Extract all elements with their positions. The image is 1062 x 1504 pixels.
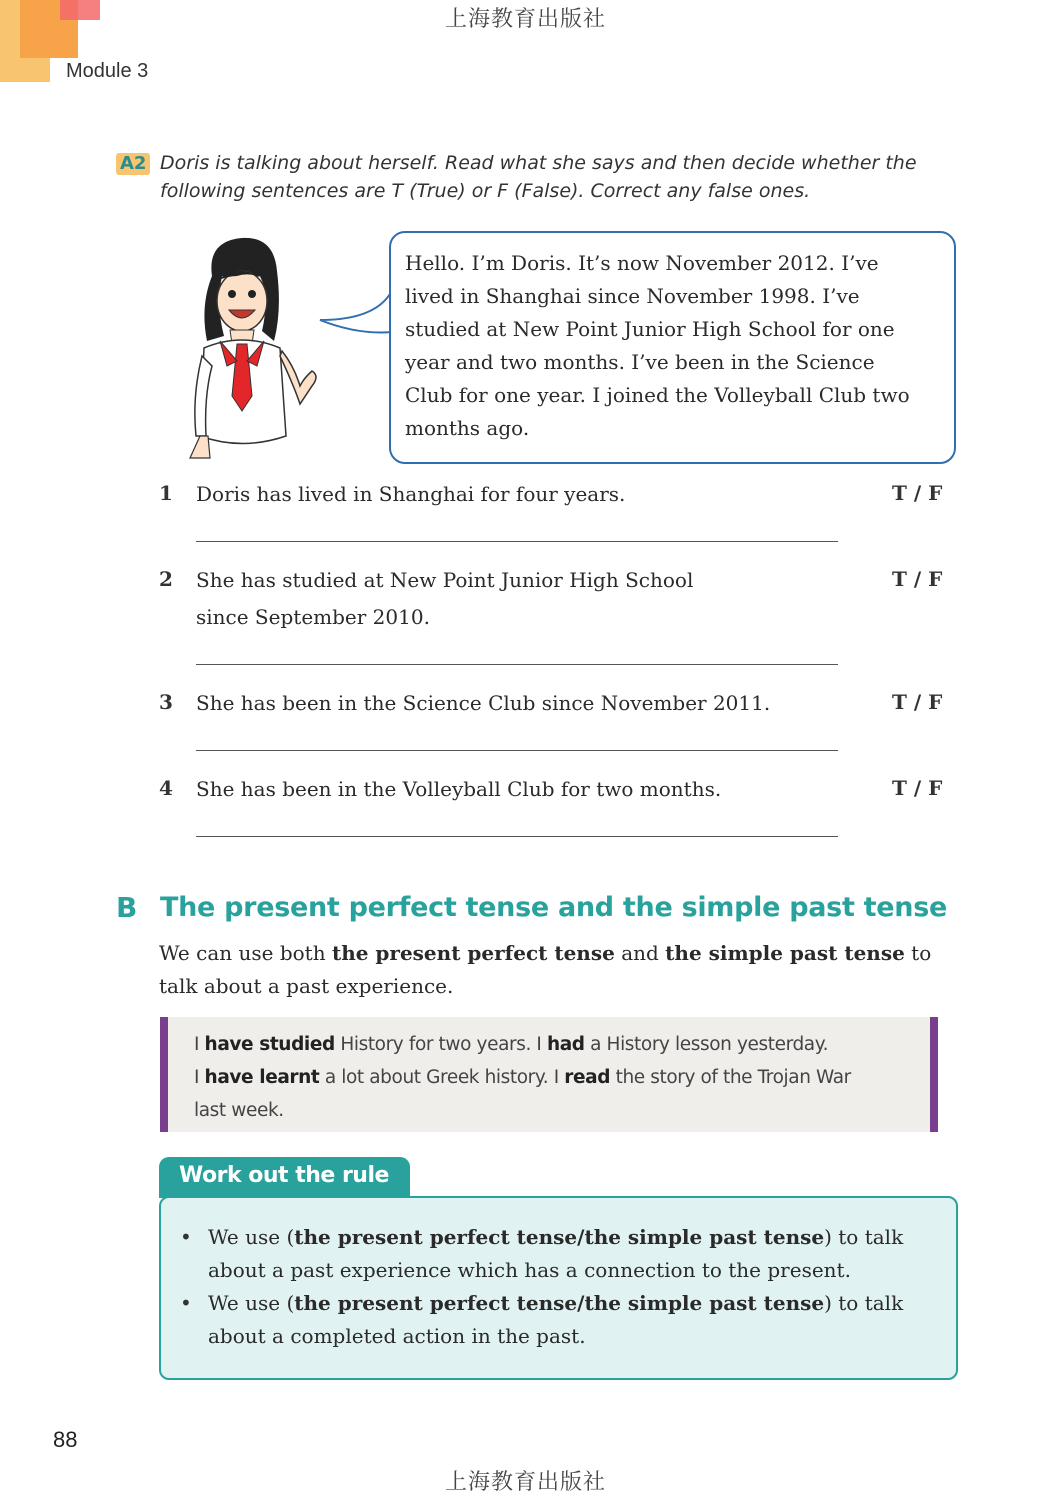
speech-bubble-tail <box>318 290 394 340</box>
rule-options[interactable]: the present perfect tense/the simple past tense <box>294 1225 825 1249</box>
intro-bold-term: the simple past tense <box>665 941 905 965</box>
section-letter: B <box>116 891 138 924</box>
intro-text: We can use both <box>159 941 332 965</box>
rule-statement <box>208 1287 903 1353</box>
true-false-choice[interactable]: T / F <box>892 776 943 800</box>
question-text: She has been in the Volleyball Club for two months. <box>196 777 722 801</box>
question-text: Doris has lived in Shanghai for four years. <box>196 482 626 506</box>
rule-text: We use ( <box>208 1291 295 1315</box>
question-text-continued: since September 2010. <box>196 605 430 629</box>
speech-line: lived in Shanghai since November 1998. I’ve <box>405 284 860 308</box>
rule-line <box>208 1287 903 1320</box>
example-verb: have studied <box>204 1034 335 1055</box>
rule-text: ) to talk <box>824 1291 904 1315</box>
true-false-choice[interactable]: T / F <box>892 567 943 591</box>
bullet-dot: • <box>180 1291 192 1315</box>
rule-text: ) to talk <box>824 1225 904 1249</box>
question-text: She has been in the Science Club since November 2011. <box>196 691 771 715</box>
answer-line[interactable] <box>196 750 838 751</box>
true-false-choice[interactable]: T / F <box>892 690 943 714</box>
example-text: History for two years. I <box>334 1034 547 1055</box>
doris-illustration <box>182 236 322 460</box>
corner-decoration-red <box>60 0 100 20</box>
speech-line: studied at New Point Junior High School for one <box>405 317 895 341</box>
answer-line[interactable] <box>196 836 838 837</box>
example-box <box>160 1017 938 1132</box>
instruction-line-2: following sentences are T (True) or F (False). Correct any false ones. <box>160 180 811 202</box>
rule-statement <box>208 1221 903 1287</box>
speech-line: Club for one year. I joined the Volleyball Club two <box>405 383 910 407</box>
example-text: the story of the Trojan War <box>610 1067 851 1088</box>
speech-line: year and two months. I’ve been in the Science <box>405 350 875 374</box>
intro-line-1 <box>159 937 959 970</box>
true-false-choice[interactable]: T / F <box>892 481 943 505</box>
example-sentences <box>194 1028 851 1127</box>
speech-bubble-text <box>405 247 910 445</box>
rule-options[interactable]: the present perfect tense/the simple past tense <box>294 1291 825 1315</box>
example-text: a lot about Greek history. I <box>319 1067 565 1088</box>
module-label: Module 3 <box>66 60 149 82</box>
rule-line: about a past experience which has a connection to the present. <box>208 1258 851 1282</box>
question-number: 3 <box>159 690 173 714</box>
question-number: 2 <box>159 567 173 591</box>
answer-line[interactable] <box>196 541 838 542</box>
example-line: last week. <box>194 1100 284 1121</box>
example-line <box>194 1061 851 1094</box>
answer-line[interactable] <box>196 664 838 665</box>
speech-bubble <box>389 231 956 464</box>
rule-text: We use ( <box>208 1225 295 1249</box>
example-line <box>194 1028 851 1061</box>
example-verb: had <box>546 1034 585 1055</box>
intro-text: to <box>904 941 932 965</box>
intro-line-2: talk about a past experience. <box>159 974 454 998</box>
example-verb: have learnt <box>204 1067 320 1088</box>
example-verb: read <box>564 1067 611 1088</box>
question-number: 1 <box>159 481 173 505</box>
page-number: 88 <box>53 1427 78 1452</box>
rule-line <box>208 1221 903 1254</box>
publisher-footer: 上海教育出版社 <box>445 1470 607 1495</box>
section-title: The present perfect tense and the simple past tense <box>160 892 947 923</box>
question-number: 4 <box>159 776 173 800</box>
example-text: I <box>194 1034 205 1055</box>
question-text: She has studied at New Point Junior High School <box>196 568 694 592</box>
exercise-badge-a2: A2 <box>116 153 150 175</box>
speech-line: months ago. <box>405 416 530 440</box>
rule-line: about a completed action in the past. <box>208 1324 586 1348</box>
example-text: I <box>194 1067 205 1088</box>
example-text: a History lesson yesterday. <box>584 1034 829 1055</box>
instruction-line-1: Doris is talking about herself. Read what she says and then decide whether the <box>160 152 917 174</box>
speech-line: Hello. I’m Doris. It’s now November 2012. I’ve <box>405 251 879 275</box>
bullet-dot: • <box>180 1225 192 1249</box>
rule-tab <box>159 1157 410 1198</box>
intro-text: and <box>614 941 666 965</box>
section-intro <box>159 937 959 1003</box>
intro-bold-term: the present perfect tense <box>331 941 615 965</box>
publisher-header: 上海教育出版社 <box>445 7 607 32</box>
rule-tab-title: Work out the rule <box>179 1163 389 1188</box>
